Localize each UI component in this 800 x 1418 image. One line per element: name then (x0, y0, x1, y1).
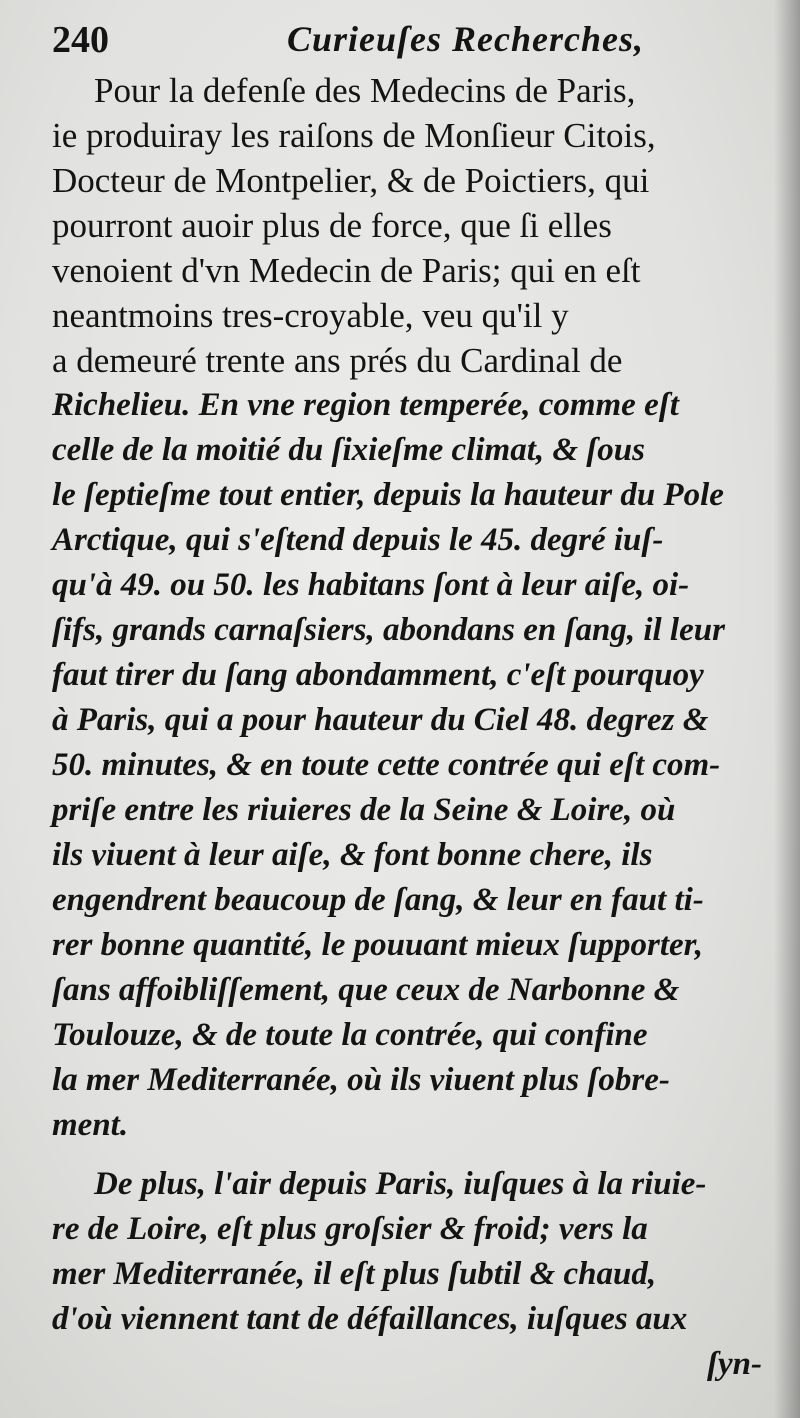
text-line: a demeuré trente ans prés du Cardinal de (52, 341, 623, 380)
page-number: 240 (52, 19, 109, 61)
text-line: engendrent beaucoup de ſang, & leur en faut ti- (52, 882, 704, 918)
text-line: Docteur de Montpelier, & de Poictiers, qui (52, 161, 650, 200)
text-line: ils viuent à leur aiſe, & font bonne chere, ils (52, 837, 653, 873)
body-text (52, 68, 772, 1387)
page-gutter-shadow (774, 0, 800, 1418)
text-line: le ſeptieſme tout entier, depuis la hauteur du Pole (52, 477, 724, 513)
text-line: Arctique, qui s'eſtend depuis le 45. degré iuſ- (52, 522, 664, 558)
text-line: rer bonne quantité, le pouuant mieux ſupporter, (52, 927, 703, 963)
text-line: la mer Mediterranée, où ils viuent plus ſobre- (52, 1062, 670, 1098)
text-line: pourront auoir plus de force, que ſi elles (52, 206, 612, 245)
text-line: De plus, l'air depuis Paris, iuſques à la riuie- (94, 1166, 707, 1202)
text-line: faut tirer du ſang abondamment, c'eſt pourquoy (52, 657, 704, 693)
running-title: Curieuſes Recherches, (287, 19, 644, 59)
text-line: à Paris, qui a pour hauteur du Ciel 48. degrez & (52, 702, 709, 738)
catchword: ſyn- (707, 1346, 762, 1382)
text-line: ie produiray les raiſons de Monſieur Citois, (52, 116, 656, 155)
text-line: celle de la moitié du ſixieſme climat, & ſous (52, 432, 645, 468)
text-line: Richelieu. En vne region temperée, comme eſt (52, 387, 679, 423)
paragraph-gap (52, 1148, 772, 1162)
text-line: ſifs, grands carnaſsiers, abondans en ſang, il leur (52, 612, 725, 648)
text-line: venoient d'vn Medecin de Paris; qui en eſt (52, 251, 641, 290)
text-line: d'où viennent tant de défaillances, iuſques aux (52, 1301, 688, 1337)
text-line: neantmoins tres-croyable, veu qu'il y (52, 296, 569, 335)
text-line: Toulouze, & de toute la contrée, qui confine (52, 1017, 648, 1053)
text-line: Pour la defenſe des Medecins de Paris, (94, 71, 636, 110)
text-line: priſe entre les riuieres de la Seine & Loire, où (52, 792, 676, 828)
page-header (52, 18, 752, 68)
text-line: ment. (52, 1107, 129, 1143)
text-line: qu'à 49. ou 50. les habitans ſont à leur aiſe, oi- (52, 567, 690, 603)
text-line: ſans affoibliſſement, que ceux de Narbonne & (52, 972, 680, 1008)
text-line: re de Loire, eſt plus groſsier & froid; vers la (52, 1211, 648, 1247)
text-line: 50. minutes, & en toute cette contrée qui eſt com- (52, 747, 721, 783)
text-line: mer Mediterranée, il eſt plus ſubtil & chaud, (52, 1256, 657, 1292)
